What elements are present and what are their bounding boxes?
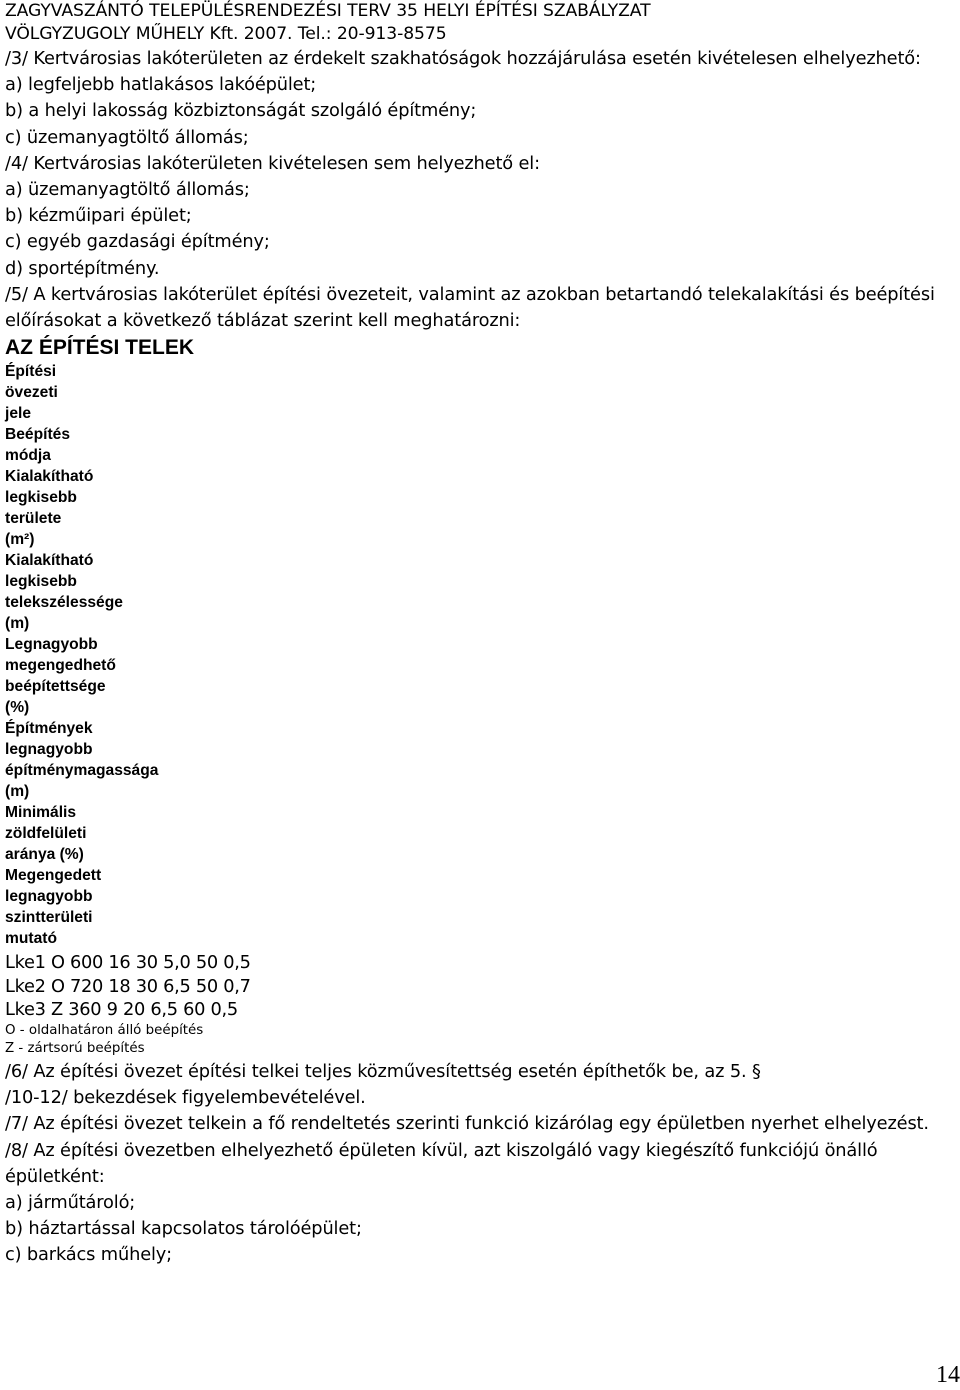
table-legend-item: O - oldalhatáron álló beépítés bbox=[5, 1023, 204, 1039]
table-header-line: (m) bbox=[5, 615, 30, 633]
list-item: b) a helyi lakosság közbiztonságát szolgáló építmény; bbox=[5, 100, 477, 122]
table-header-line: Kialakítható bbox=[5, 552, 94, 570]
table-header-line: övezeti bbox=[5, 384, 58, 402]
list-item: b) háztartással kapcsolatos tárolóépület; bbox=[5, 1218, 362, 1240]
table-header-line: legkisebb bbox=[5, 573, 77, 591]
list-item: c) üzemanyagtöltő állomás; bbox=[5, 126, 249, 148]
page-number: 14 bbox=[936, 1362, 960, 1388]
list-item: b) kézműipari épület; bbox=[5, 205, 192, 227]
section-5-text: /5/ A kertvárosias lakóterület építési övezeteit, valamint az azokban betartandó telekalakítási és beépítési előírásokat a következő táblázat szerint kell meghatározni: bbox=[5, 283, 935, 332]
table-header-line: (m²) bbox=[5, 531, 35, 549]
table-header-line: Megengedett bbox=[5, 867, 102, 885]
section-6 bbox=[5, 1059, 955, 1111]
section-4-title: /4/ Kertvárosias lakóterületen kivételesen sem helyezhető el: bbox=[5, 152, 540, 174]
table-header bbox=[5, 361, 955, 949]
table-header-line: területe bbox=[5, 510, 62, 528]
table-header-line: telekszélessége bbox=[5, 594, 123, 612]
table-header-line: Kialakítható bbox=[5, 468, 94, 486]
table-heading: AZ ÉPÍTÉSI TELEK bbox=[5, 336, 195, 360]
list-item: a) üzemanyagtöltő állomás; bbox=[5, 179, 250, 201]
table-header-line: legnagyobb bbox=[5, 741, 93, 759]
table-header-line: (%) bbox=[5, 699, 30, 717]
table-header-line: Legnagyobb bbox=[5, 636, 98, 654]
section-7-text: /7/ Az építési övezet telkein a fő rendeltetés szerinti funkció kizárólag egy épületben nyerhet elhelyezést. bbox=[5, 1113, 929, 1135]
list-item: a) járműtároló; bbox=[5, 1192, 136, 1214]
list-item: c) barkács műhely; bbox=[5, 1244, 172, 1266]
section-3 bbox=[5, 46, 955, 151]
building-plot-table bbox=[5, 334, 955, 1058]
table-header-line: módja bbox=[5, 447, 51, 465]
table-header-line: megengedhető bbox=[5, 657, 116, 675]
section-3-title: /3/ Kertvárosias lakóterületen az érdekelt szakhatóságok hozzájárulása esetén kivételesen elhelyezhető: bbox=[5, 48, 921, 69]
table-header-line: Építmények bbox=[5, 720, 93, 738]
table-row: Lke3 Z 360 9 20 6,5 60 0,5 bbox=[5, 999, 238, 1021]
list-item: a) legfeljebb hatlakásos lakóépület; bbox=[5, 74, 317, 96]
section-8 bbox=[5, 1138, 955, 1269]
table-header-line: Minimális bbox=[5, 804, 77, 822]
doc-header-line-2: VÖLGYZUGOLY MŰHELY Kft. 2007. Tel.: 20-913-8575 bbox=[5, 24, 447, 44]
table-header-line: beépítettsége bbox=[5, 678, 106, 696]
table-header-line: legnagyobb bbox=[5, 888, 93, 906]
section-6-line-2: /10-12/ bekezdések figyelembevételével. bbox=[5, 1087, 366, 1109]
table-header-line: aránya (%) bbox=[5, 846, 84, 864]
table-header-line: (m) bbox=[5, 783, 30, 801]
section-4 bbox=[5, 151, 955, 282]
table-row: Lke2 O 720 18 30 6,5 50 0,7 bbox=[5, 975, 251, 997]
table-header-line: Építési bbox=[5, 363, 57, 381]
table-header-line: legkisebb bbox=[5, 489, 77, 507]
table-header-line: Beépítés bbox=[5, 426, 71, 444]
list-item: d) sportépítmény. bbox=[5, 257, 160, 279]
list-item: c) egyéb gazdasági építmény; bbox=[5, 231, 270, 253]
table-header-line: szintterületi bbox=[5, 909, 93, 927]
table-row: Lke1 O 600 16 30 5,0 50 0,5 bbox=[5, 952, 251, 974]
section-8-title: /8/ Az építési övezetben elhelyezhető épületen kívül, azt kiszolgáló vagy kiegészítő funkciójú önálló épületként: bbox=[5, 1139, 878, 1187]
table-body bbox=[5, 951, 955, 1022]
table-legend-item: Z - zártsorú beépítés bbox=[5, 1041, 145, 1057]
table-header-line: építménymagassága bbox=[5, 762, 159, 780]
table-header-line: mutató bbox=[5, 930, 57, 948]
table-header-line: zöldfelületi bbox=[5, 825, 87, 843]
document-page bbox=[5, 0, 955, 1269]
doc-header-line-1: ZAGYVASZÁNTÓ TELEPÜLÉSRENDEZÉSI TERV 35 HELYI ÉPÍTÉSI SZABÁLYZAT bbox=[5, 1, 651, 21]
table-header-line: jele bbox=[5, 405, 32, 423]
section-6-line-1: /6/ Az építési övezet építési telkei teljes közművesítettség esetén építhetők be, az 5. § bbox=[5, 1061, 761, 1083]
